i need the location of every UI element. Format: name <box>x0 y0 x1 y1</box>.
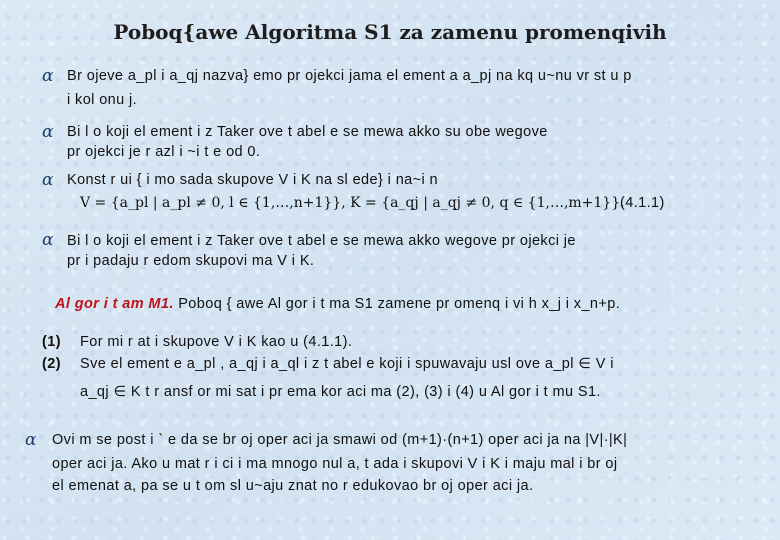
step-1-text: For mi r at i skupove V i K kao u (4.1.1). <box>80 334 353 350</box>
algorithm-heading <box>55 296 620 312</box>
bullet-icon: α <box>42 170 54 190</box>
step-2-number: (2) <box>42 356 61 372</box>
paragraph-3-line-1: Konst r ui { i mo sada skupove V i K na sl ede} i na~i n <box>67 172 439 188</box>
bullet-icon: α <box>42 122 54 142</box>
bullet-icon: α <box>42 230 54 250</box>
step-2-line-1: Sve el ement e a_pl , a_qj i a_ql i z t abel e koji i spuwavaju usl ove a_pl ∈ V i <box>80 356 614 372</box>
paragraph-4-line-2: pr i padaju r edom skupovi ma V i K. <box>67 253 315 269</box>
bullet-icon: α <box>25 430 37 450</box>
set-definition-formula: V = {a_pl | a_pl ≠ 0, l ∈ {1,…,n+1}}, K = {a_qj | a_qj ≠ 0, q ∈ {1,…,m+1}}. <box>80 195 625 211</box>
algorithm-description: Poboq { awe Al gor i t ma S1 zamene pr omenq i vi h x_j i x_n+p. <box>178 296 621 312</box>
algorithm-label: Al gor i t am M1. <box>55 296 174 312</box>
equation-number: (4.1.1) <box>620 195 665 211</box>
page-title: Poboq{awe Algoritma S1 za zamenu promenqivih <box>113 20 667 44</box>
step-2-line-2: a_qj ∈ K t r ansf or mi sat i pr ema kor aci ma (2), (3) i (4) u Al gor i t mu S1. <box>80 384 601 400</box>
paragraph-5-line-2: oper aci ja. Ako u mat r i ci i ma mnogo nul a, t ada i skupovi V i K i maju mal i br oj <box>52 456 618 472</box>
bullet-icon: α <box>42 66 54 86</box>
paragraph-5-line-1: Ovi m se post i ` e da se br oj oper aci ja smawi od (m+1)·(n+1) oper aci ja na |V|·|K| <box>52 432 628 448</box>
paragraph-2-line-1: Bi l o koji el ement i z Taker ove t abel e se mewa akko su obe wegove <box>67 124 548 140</box>
paragraph-1-line-2: i kol onu j. <box>67 92 138 108</box>
step-1-number: (1) <box>42 334 61 350</box>
paragraph-1-line-1: Br ojeve a_pl i a_qj nazva} emo pr ojekci jama el ement a a_pj na kq u~nu vr st u p <box>67 68 632 84</box>
paragraph-4-line-1: Bi l o koji el ement i z Taker ove t abel e se mewa akko wegove pr ojekci je <box>67 233 576 249</box>
paragraph-2-line-2: pr ojekci je r azl i ~i t e od 0. <box>67 144 261 160</box>
paragraph-5-line-3: el emenat a, pa se u t om sl u~aju znat no r edukovao br oj oper aci ja. <box>52 478 534 494</box>
